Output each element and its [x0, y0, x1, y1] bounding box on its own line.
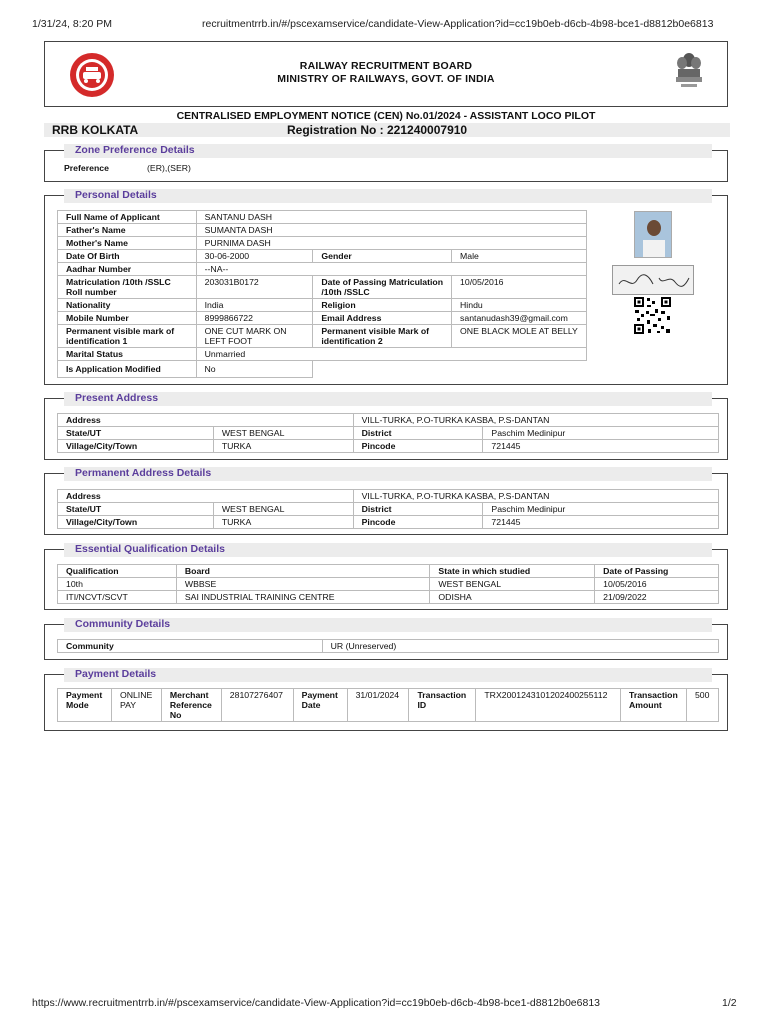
qualification-table	[57, 564, 719, 604]
modified-table	[57, 360, 313, 378]
present-district-value: Paschim Medinipur	[483, 427, 719, 440]
col-header: Date of Passing	[595, 565, 719, 578]
zone-section-title: Zone Preference Details	[75, 144, 195, 156]
permanent-pincode-value: 721445	[483, 516, 719, 529]
board-cell: SAI INDUSTRIAL TRAINING CENTRE	[176, 591, 430, 604]
community-value: UR (Unreserved)	[322, 640, 718, 653]
label: Village/City/Town	[58, 516, 214, 529]
mark2-value: ONE BLACK MOLE AT BELLY	[452, 325, 587, 348]
qualification-cell: ITI/NCVT/SCVT	[58, 591, 177, 604]
label: Address	[58, 490, 354, 503]
label: Transaction ID	[409, 689, 476, 722]
modified-value: No	[196, 361, 312, 378]
community-table	[57, 639, 719, 653]
mark1-value: ONE CUT MARK ON LEFT FOOT	[196, 325, 313, 348]
payment-date-value: 31/01/2024	[347, 689, 409, 722]
label: Religion	[313, 299, 452, 312]
present-state-value: WEST BENGAL	[213, 427, 353, 440]
permanent-state-value: WEST BENGAL	[213, 503, 353, 516]
label: Permanent visible Mark of identification 2	[313, 325, 452, 348]
page-number: 1/2	[722, 997, 737, 1009]
label: District	[353, 503, 483, 516]
label: Date of Passing Matriculation /10th /SSLC	[313, 276, 452, 299]
ministry-title: MINISTRY OF RAILWAYS, GOVT. OF INDIA	[277, 73, 495, 85]
permanent-address-table	[57, 489, 719, 529]
label: Merchant Reference No	[161, 689, 221, 722]
personal-table	[57, 210, 587, 361]
cen-title: CENTRALISED EMPLOYMENT NOTICE (CEN) No.01/2024 - ASSISTANT LOCO PILOT	[176, 110, 596, 122]
email-value: santanudash39@gmail.com	[452, 312, 587, 325]
community-section-title: Community Details	[75, 618, 171, 630]
table-row	[58, 591, 719, 604]
national-emblem-icon	[673, 50, 705, 98]
payment-table	[57, 688, 719, 722]
merchant-ref-value: 28107276407	[221, 689, 293, 722]
print-url-footer: https://www.recruitmentrrb.in/#/pscexamservice/candidate-View-Application?id=cc19b0eb-d6cb-4b98-bce1-d8812b0e6813	[32, 997, 601, 1009]
personal-section-title: Personal Details	[75, 189, 157, 201]
applicant-photo	[634, 211, 672, 258]
label: Address	[58, 414, 354, 427]
label: Village/City/Town	[58, 440, 214, 453]
preference-label: Preference	[64, 163, 109, 173]
label: Pincode	[353, 440, 483, 453]
qr-code-icon	[633, 296, 672, 335]
applicant-signature	[612, 265, 694, 295]
transaction-amount-value: 500	[686, 689, 718, 722]
state-cell: WEST BENGAL	[430, 578, 595, 591]
label: District	[353, 427, 483, 440]
label: Mother's Name	[58, 237, 197, 250]
qualification-cell: 10th	[58, 578, 177, 591]
permanent-district-value: Paschim Medinipur	[483, 503, 719, 516]
label: Mobile Number	[58, 312, 197, 325]
col-header: Board	[176, 565, 430, 578]
date-cell: 10/05/2016	[595, 578, 719, 591]
state-cell: ODISHA	[430, 591, 595, 604]
present-pincode-value: 721445	[483, 440, 719, 453]
label: Permanent visible mark of identification 1	[58, 325, 197, 348]
mother-name-value: PURNIMA DASH	[196, 237, 586, 250]
present-address-value: VILL-TURKA, P.O-TURKA KASBA, P.S-DANTAN	[353, 414, 718, 427]
label: Nationality	[58, 299, 197, 312]
label: Payment Date	[293, 689, 347, 722]
label: Email Address	[313, 312, 452, 325]
present-section-title: Present Address	[75, 392, 159, 404]
board-header	[44, 41, 728, 107]
nationality-value: India	[196, 299, 313, 312]
dob-value: 30-06-2000	[196, 250, 313, 263]
date-cell: 21/09/2022	[595, 591, 719, 604]
label: Aadhar Number	[58, 263, 197, 276]
label: Payment Mode	[58, 689, 112, 722]
print-url-header: recruitmentrrb.in/#/pscexamservice/candidate-View-Application?id=cc19b0eb-d6cb-4b98-bce1-d8812b0e6813	[202, 18, 714, 30]
father-name-value: SUMANTA DASH	[196, 224, 586, 237]
permanent-address-value: VILL-TURKA, P.O-TURKA KASBA, P.S-DANTAN	[353, 490, 718, 503]
present-village-value: TURKA	[213, 440, 353, 453]
mobile-value: 8999866722	[196, 312, 313, 325]
label: Matriculation /10th /SSLC Roll number	[58, 276, 197, 299]
label: Community	[58, 640, 323, 653]
label: Date Of Birth	[58, 250, 197, 263]
label: Transaction Amount	[621, 689, 687, 722]
label: State/UT	[58, 427, 214, 440]
religion-value: Hindu	[452, 299, 587, 312]
col-header: Qualification	[58, 565, 177, 578]
preference-value: (ER),(SER)	[147, 163, 191, 173]
table-row	[58, 578, 719, 591]
registration-number: Registration No : 221240007910	[287, 123, 468, 137]
matric-roll-value: 203031B0172	[196, 276, 313, 299]
label: Gender	[313, 250, 452, 263]
board-title: RAILWAY RECRUITMENT BOARD	[299, 60, 473, 72]
label: Father's Name	[58, 224, 197, 237]
label: Is Application Modified	[58, 361, 197, 378]
permanent-village-value: TURKA	[213, 516, 353, 529]
aadhar-value: --NA--	[196, 263, 586, 276]
present-address-table	[57, 413, 719, 453]
col-header: State in which studied	[430, 565, 595, 578]
marital-value: Unmarried	[196, 348, 586, 361]
qualification-section-title: Essential Qualification Details	[75, 543, 225, 555]
permanent-section-title: Permanent Address Details	[75, 467, 212, 479]
label: Full Name of Applicant	[58, 211, 197, 224]
table-header	[58, 565, 719, 578]
print-datetime: 1/31/24, 8:20 PM	[32, 18, 112, 30]
label: Marital Status	[58, 348, 197, 361]
rrb-name: RRB KOLKATA	[52, 123, 139, 137]
label: Pincode	[353, 516, 483, 529]
payment-mode-value: ONLINE PAY	[111, 689, 161, 722]
board-cell: WBBSE	[176, 578, 430, 591]
matric-date-value: 10/05/2016	[452, 276, 587, 299]
gender-value: Male	[452, 250, 587, 263]
payment-section-title: Payment Details	[75, 668, 157, 680]
transaction-id-value: TRX2001243101202400255112	[476, 689, 621, 722]
full-name-value: SANTANU DASH	[196, 211, 586, 224]
label: State/UT	[58, 503, 214, 516]
